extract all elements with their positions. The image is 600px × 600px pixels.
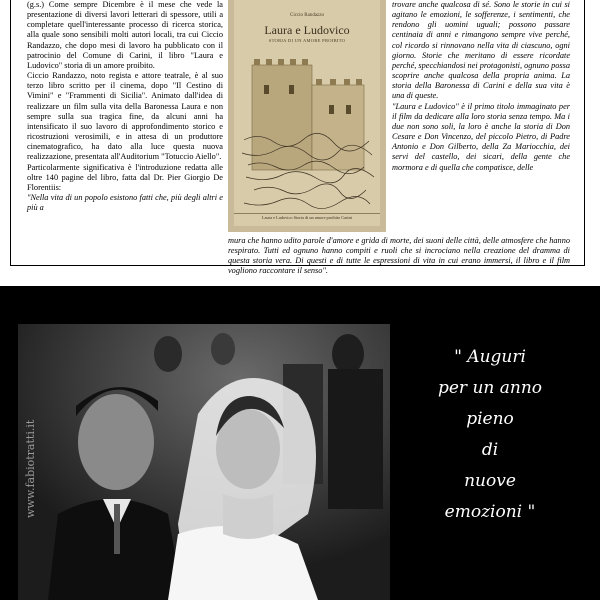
article-paragraph: (g.s.) Come sempre Dicembre è il mese che vede la presentazione di diversi lavori letterari di spessore, utili a completare quell'interessante processo di ricerca storica, alla quale sono sensibili molti autori locali, tra cui Ciccio Randazzo, che dopo mesi di lavoro ha pubblicato con il patrocinio del Comune di Carini, il libro "Laura e Ludovico" storia di un amore proibito. bbox=[27, 0, 223, 70]
column-rule-left bbox=[10, 0, 11, 266]
book-cover-art bbox=[234, 0, 380, 226]
article-quote-start: "Nella vita di un popolo esistono fatti che, più degli altri e più a bbox=[27, 192, 223, 213]
caption-line: emozioni " bbox=[444, 502, 536, 522]
article-continued: mura che hanno udito parole d'amore e grida di morte, dei suoni delle città, delle atmosfere che hanno respirato. Tutti ed ognuno hanno compiti e ruoli che si incrociano nella creazione del dramma di questa storia vera. Di questi e di tutte le espressioni di vita in cui erano immersi, il libro e il film vogliono raccontare il senso". bbox=[228, 236, 570, 276]
book-subtitle: STORIA DI UN AMORE PROIBITO bbox=[268, 38, 346, 43]
article-right-column bbox=[392, 0, 570, 173]
castle-illustration bbox=[234, 45, 380, 220]
article-paragraph: Particolarmente significativa è l'introduzione redatta alle oltre 140 pagine del libro, fatta dal Dr. Pier Giorgio De Florentiis: bbox=[27, 162, 223, 192]
book-cover bbox=[228, 0, 386, 232]
book-footer: Laura e Ludovico Storia di un amore proibito Carini bbox=[234, 213, 380, 220]
watermark-text: www.fabiotratti.it bbox=[24, 419, 37, 518]
caption-line: di bbox=[481, 440, 499, 460]
wedding-couple-illustration bbox=[18, 324, 390, 600]
caption-line: pieno bbox=[466, 409, 514, 429]
article-paragraph: trovare anche qualcosa di sé. Sono le storie in cui si agitano le emozioni, le sofferenze, i sentimenti, che rendono gli uomini uguali; possono passare centinaia di anni e rimangono sempre vive perché, col ricordo si rinnovano nella vita di ciascuno, ogni giorno. Storie che meritano di essere ricordate perché, specchiandosi nei protagonisti, ognuno possa scoprire anche qualcosa della propria anima. La storia della Baronessa di Carini e della sua vita è una di queste. bbox=[392, 0, 570, 101]
photographer-watermark bbox=[24, 330, 38, 520]
ad-caption bbox=[400, 342, 580, 528]
caption-line: nuove bbox=[464, 471, 516, 491]
article-paragraph: "Laura e Ludovico" è il primo titolo immaginato per il film da dedicare alla loro storia senza tempo. Ma i due non sono soli, la loro è anche la storia di Don Cesare e Don Vincenzo, del piccolo Pietro, di Padre Antonio e Don Gilberto, della Za Mariocchia, dei servi del castello, dei sicari, della gente che mormora e di quella che compatisce, delle bbox=[392, 101, 570, 172]
article-paragraph: Ciccio Randazzo, noto regista e attore teatrale, è al suo terzo libro scritto per il cinema, dopo "Il Cestino di Vimini" e "Frammenti di Sicilia". Animato dall'idea di realizzare un film sulla vita della Baronessa Laura e non sempre sulla sua tragica fine, da alcuni anni ha intensificato il suo lavoro di approfondimento storico e ricostruzioni verosimili, e in attesa di un produttore cinematografico, ha dato alla luce questa nuova realizzazione, presentata all'Auditorium "Totuccio Aiello". bbox=[27, 71, 223, 162]
article-section bbox=[0, 0, 600, 286]
wedding-photo bbox=[18, 324, 390, 600]
book-title: Laura e Ludovico bbox=[264, 23, 350, 37]
column-rule-right bbox=[584, 0, 585, 266]
caption-line: " Auguri bbox=[454, 347, 526, 367]
book-author: Ciccio Randazzo bbox=[289, 13, 324, 18]
article-left-column bbox=[27, 0, 223, 213]
caption-line: per un anno bbox=[437, 378, 543, 398]
wedding-ad bbox=[0, 286, 600, 600]
